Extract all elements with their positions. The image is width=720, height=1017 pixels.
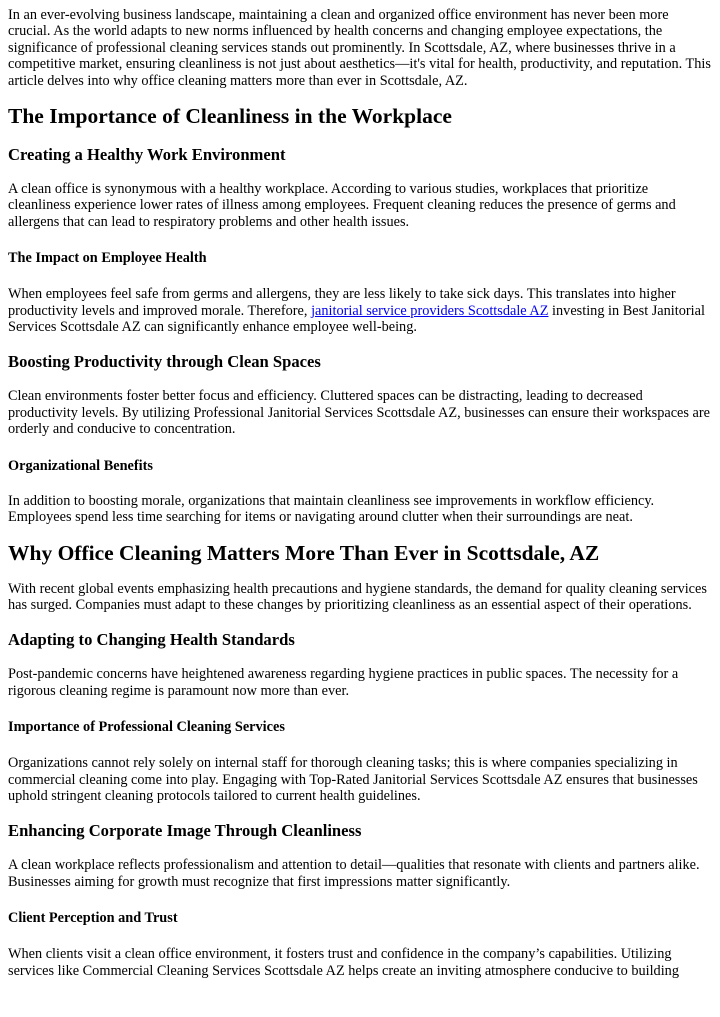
paragraph-organizational-benefits: In addition to boosting morale, organizations that maintain cleanliness see improvements in workflow efficiency. Employees spend less time searching for items or navigating around clutter when their surroundings are neat. [8,492,655,526]
employee-health-text-before: When employees feel safe from germs and allergens, they are less likely to take sick days. This translates into higher productivity levels and improved morale. Therefore, [8,286,676,319]
subheading-corporate-image: Enhancing Corporate Image Through Cleanliness [8,821,362,841]
subheading-employee-health: The Impact on Employee Health [8,250,207,267]
paragraph-healthy-environment: A clean office is synonymous with a healthy workplace. According to various studies, workplaces that prioritize cleanliness experience lower rates of illness among employees. Frequent cleaning reduces the presence of germs and allergens that can lead to respiratory problems and other health issues. [8,181,676,230]
paragraph-professional-services: Organizations cannot rely solely on internal staff for thorough cleaning tasks; this is where companies specializing in commercial cleaning come into play. Engaging with Top-Rated Janitorial Services Scottsdale AZ ensures that businesses uphold stringent cleaning protocols tailored to current health guidelines. [8,755,698,804]
paragraph-employee-health [8,286,712,335]
section-heading-why-matters: Why Office Cleaning Matters More Than Ever in Scottsdale, AZ [8,540,600,565]
subheading-organizational-benefits: Organizational Benefits [8,457,153,474]
subheading-productivity: Boosting Productivity through Clean Spaces [8,352,321,372]
article [0,7,720,979]
intro-paragraph: In an ever-evolving business landscape, maintaining a clean and organized office environment has never been more crucial. As the world adapts to new norms influenced by health concerns and changing employee expectations, the significance of professional cleaning services stands out prominently. In Scottsdale, AZ, where businesses thrive in a competitive market, ensuring cleanliness is not just about aesthetics—it's vital for health, productivity, and reputation. This article delves into why office cleaning matters more than ever in Scottsdale, AZ. [8,7,711,89]
subheading-client-perception: Client Perception and Trust [8,910,178,927]
subheading-professional-services: Importance of Professional Cleaning Services [8,719,285,736]
section-heading-importance: The Importance of Cleanliness in the Workplace [8,104,452,129]
janitorial-providers-link[interactable]: janitorial service providers Scottsdale AZ [311,302,549,319]
paragraph-health-standards: Post-pandemic concerns have heightened awareness regarding hygiene practices in public spaces. The necessity for a rigorous cleaning regime is paramount now more than ever. [8,666,679,699]
paragraph-client-perception: When clients visit a clean office environment, it fosters trust and confidence in the company’s capabilities. Utilizing services like Commercial Cleaning Services Scottsdale AZ helps create an inviting atmosphere conducive to building [8,946,679,979]
employee-health-text-after: investing in Best Janitorial Services Scottsdale AZ can significantly enhance employee well-being. [8,302,705,336]
subheading-health-standards: Adapting to Changing Health Standards [8,630,295,650]
paragraph-why-matters: With recent global events emphasizing health precautions and hygiene standards, the demand for quality cleaning services has surged. Companies must adapt to these changes by prioritizing cleanliness as an essential aspect of their operations. [8,580,707,613]
paragraph-productivity: Clean environments foster better focus and efficiency. Cluttered spaces can be distracting, leading to decreased productivity levels. By utilizing Professional Janitorial Services Scottsdale AZ, businesses can ensure their workspaces are orderly and conducive to concentration. [8,388,710,438]
subheading-healthy-environment: Creating a Healthy Work Environment [8,145,286,165]
paragraph-corporate-image: A clean workplace reflects professionalism and attention to detail—qualities that resonate with clients and partners alike. Businesses aiming for growth must recognize that first impressions matter significantly. [8,857,700,890]
